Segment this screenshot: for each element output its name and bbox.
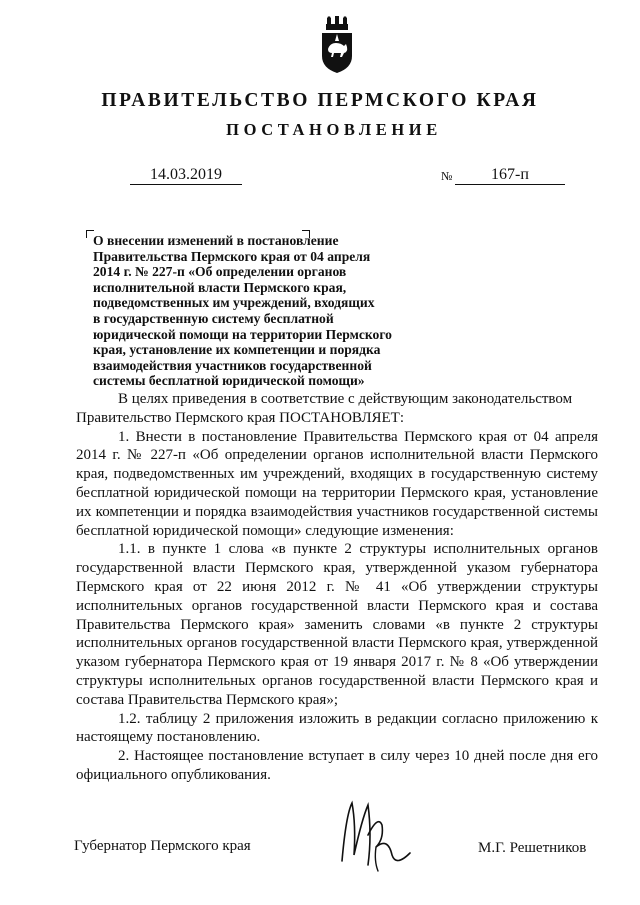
number-label: № [441, 169, 453, 183]
document-type: ПОСТАНОВЛЕНИЕ [226, 120, 442, 139]
preamble: В целях приведения в соответствие с действующим законодательством [118, 391, 573, 407]
signer-name: М.Г. Решетников [478, 840, 587, 856]
subject-line: юридической помощи на территории Пермского [93, 326, 392, 342]
subject-line: 2014 г. № 227-п «Об определении органов [93, 264, 347, 280]
paragraph-1-2: 1.2. таблицу 2 приложения изложить в редакции согласно приложению к настоящему постановлению. [76, 710, 598, 746]
coat-of-arms-icon [320, 16, 354, 74]
subject-line: подведомственных им учреждений, входящих [93, 295, 375, 311]
document-body [76, 390, 598, 785]
subject-line: системы бесплатной юридической помощи» [93, 373, 365, 389]
subject-line: в государственную систему бесплатной [93, 310, 334, 326]
preamble-continuation: Правительство Пермского края ПОСТАНОВЛЯЕТ: [76, 409, 405, 426]
subject-line: О внесении изменений в постановление [93, 233, 339, 248]
government-title: ПРАВИТЕЛЬСТВО ПЕРМСКОГО КРАЯ [101, 90, 539, 111]
subject-line: Правительства Пермского края от 04 апреля [93, 248, 371, 264]
document-subject [93, 233, 438, 389]
subject-line: исполнительной власти Пермского края, [93, 279, 347, 295]
subject-line: взаимодействия участников государственной [93, 357, 372, 373]
paragraph-2: 2. Настоящее постановление вступает в силу через 10 дней после дня его официального опубликования. [76, 748, 598, 783]
handwritten-signature [332, 795, 412, 873]
signer-title: Губернатор Пермского края [74, 838, 251, 854]
paragraph-1: 1. Внести в постановление Правительства Пермского края от 04 апреля 2014 г. № 227-п «Об определении органов исполнительной власти Пермского края, подведомственных им учреждений, входящих в государственную систему бесплатной юридической помощи на территории Пермского края, установление их компетенции и порядка взаимодействия участников государственной системы бесплатной юридической помощи» следующие изменения: [76, 428, 598, 539]
document-date: 14.03.2019 [130, 166, 242, 185]
document-number: 167-п [455, 166, 565, 185]
paragraph-1-1: 1.1. в пункте 1 слова «в пункте 2 структуры исполнительных органов государственной власти Пермского края, утвержденной указом губернатора Пермского края от 22 июня 2012 г. № 41 «Об утверждении структуры исполнительных органов государственной власти Пермского края и состава Правительства Пермского края» заменить словами «в пункте 2 структуры исполнительных органов государственной власти Пермского края, утвержденной указом губернатора Пермского края от 19 января 2017 г. № 8 «Об утверждении структуры исполнительных органов государственной власти Пермского края и состава Правительства Пермского края»; [76, 541, 598, 708]
subject-line: края, установление их компетенции и порядка [93, 342, 381, 358]
